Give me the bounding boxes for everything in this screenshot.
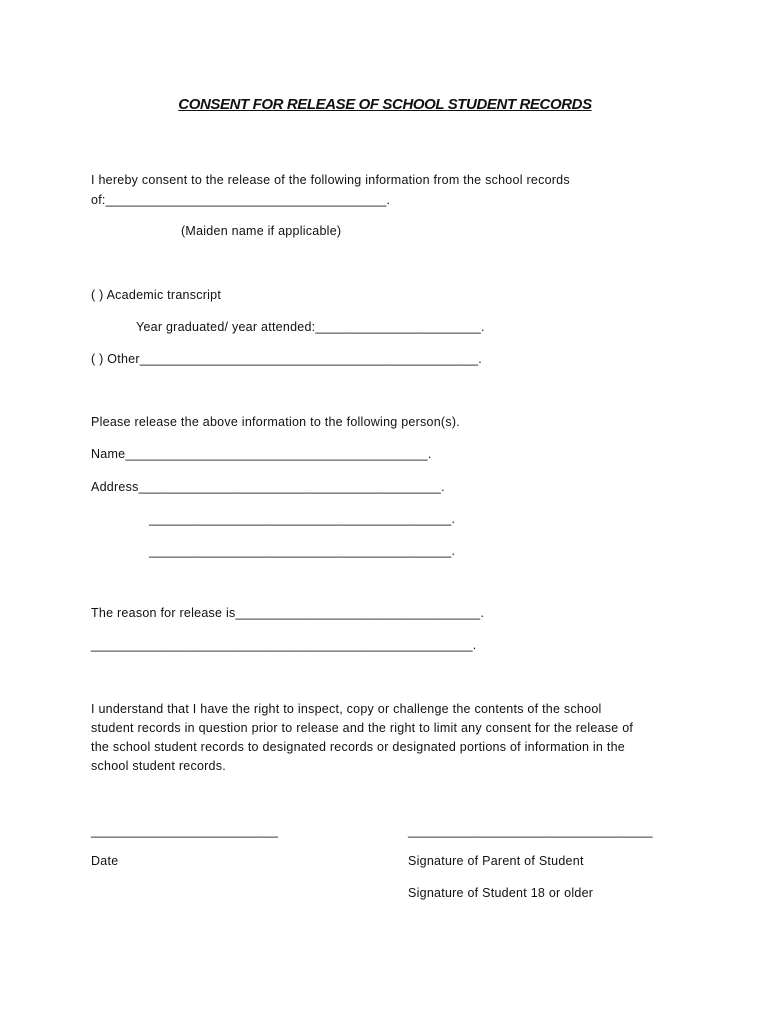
academic-transcript-option: ( ) Academic transcript [91,288,222,302]
rights-paragraph: I understand that I have the right to inspect, copy or challenge the contents of the school student records in question prior to release and the right to limit any consent for the release of the school student records to designated records or designated portions of information in the school student records. [91,702,634,773]
release-reason-line-2: _____________________________________________________. [91,638,477,652]
recipient-address-line-3: __________________________________________. [149,544,456,558]
maiden-name-note: (Maiden name if applicable) [181,224,342,238]
signature-parent-label: Signature of Parent of Student [408,854,584,868]
year-graduated-field: Year graduated/ year attended:_______________________. [136,320,485,334]
student-name-field: of:_______________________________________. [91,193,391,207]
recipient-address-line-2: __________________________________________. [149,512,456,526]
date-signature-line: __________________________ [91,824,279,838]
signature-line: __________________________________ [408,824,653,838]
other-option-field: ( ) Other_______________________________________________. [91,352,482,366]
release-to-instruction: Please release the above information to the following person(s). [91,415,460,429]
recipient-name-field: Name__________________________________________. [91,447,432,461]
form-title: CONSENT FOR RELEASE OF SCHOOL STUDENT RECORDS [178,96,592,113]
date-label: Date [91,854,119,868]
release-reason-field: The reason for release is__________________________________. [91,606,485,620]
recipient-address-field: Address__________________________________________. [91,480,445,494]
signature-student-label: Signature of Student 18 or older [408,886,594,900]
intro-text-line-1: I hereby consent to the release of the following information from the school records [91,173,570,187]
